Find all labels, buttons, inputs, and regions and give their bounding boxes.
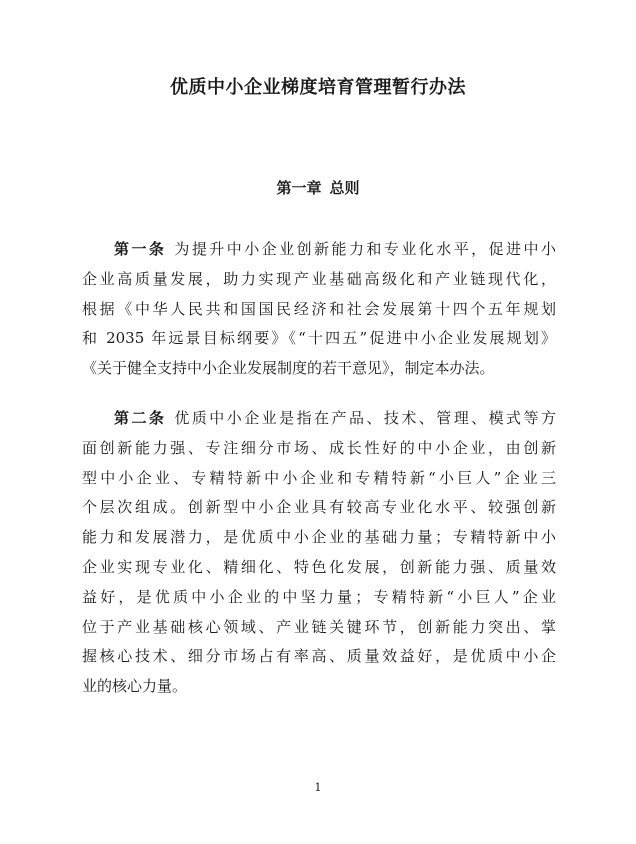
article-1: [82, 235, 556, 384]
article-label: 第一条: [114, 240, 167, 258]
article-line: 型中小企业、专精特新中小企业和专精特新“小巨人”企业三: [82, 468, 556, 487]
chapter-heading: [0, 176, 636, 200]
page-number: 1: [314, 781, 322, 794]
article-line: 企业高质量发展，助力实现产业基础高级化和产业链现代化，: [82, 269, 556, 288]
article-label: 第二条: [114, 409, 167, 427]
article-line: 握核心技术、细分市场占有率高、质量效益好，是优质中小企: [82, 647, 556, 666]
article-line: 和 2035 年远景目标纲要》《“十四五”促进中小企业发展规划》: [82, 329, 556, 348]
article-line: 能力和发展潜力，是优质中小企业的基础力量；专精特新中小: [82, 528, 556, 547]
article-line: 位于产业基础核心领域、产业链关键环节，创新能力突出、掌: [82, 617, 556, 636]
article-line: 面创新能力强、专注细分市场、成长性好的中小企业，由创新: [82, 438, 556, 457]
article-line: 益好，是优质中小企业的中坚力量；专精特新“小巨人”企业: [82, 587, 556, 606]
article-text: 优质中小企业是指在产品、技术、管理、模式等方: [174, 409, 556, 427]
article-line: [82, 235, 556, 265]
chapter-name: 总则: [329, 179, 360, 197]
article-line: 业的核心力量。: [82, 677, 188, 696]
article-2: [82, 404, 556, 702]
article-line: 《关于健全支持中小企业发展制度的若干意见》，制定本办法。: [82, 359, 495, 378]
article-text: 为提升中小企业创新能力和专业化水平，促进中小: [174, 240, 556, 258]
article-line: 根据《中华人民共和国国民经济和社会发展第十四个五年规划: [82, 299, 556, 318]
article-line: [82, 404, 556, 434]
article-line: 企业实现专业化、精细化、特色化发展，创新能力强、质量效: [82, 557, 556, 576]
document-title: 优质中小企业梯度培育管理暂行办法: [170, 77, 466, 98]
chapter-number: 第一章: [276, 179, 322, 197]
article-line: 个层次组成。创新型中小企业具有较高专业化水平、较强创新: [82, 498, 556, 517]
